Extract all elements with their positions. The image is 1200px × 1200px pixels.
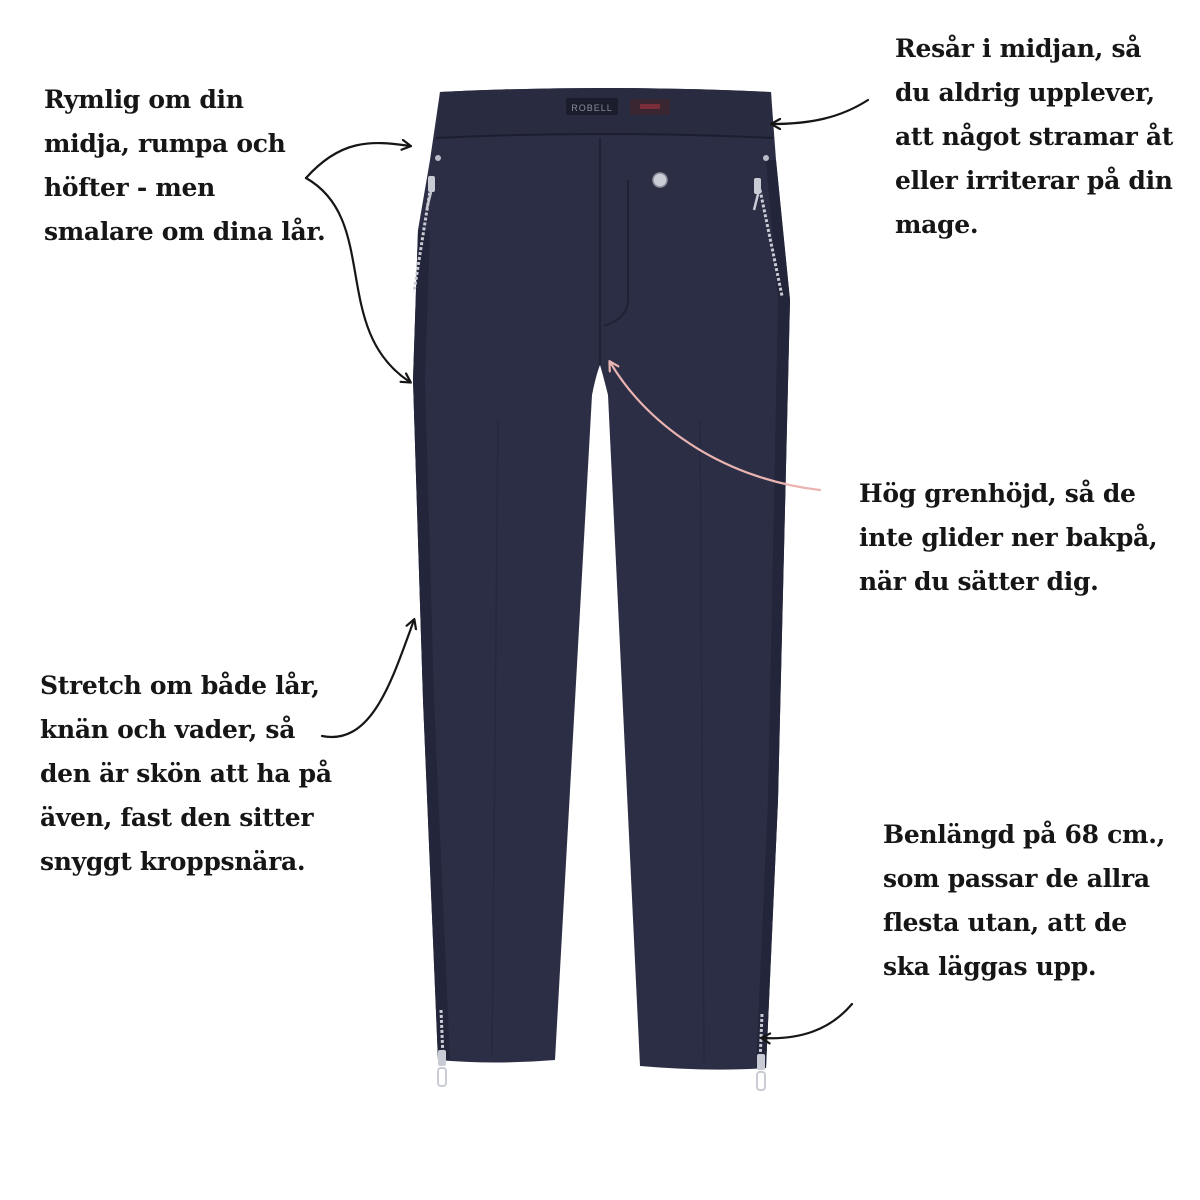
annotation-line: höfter - men — [44, 173, 215, 202]
annotation-line: Stretch om både lår, — [40, 671, 320, 700]
annotation-line: även, fast den sitter — [40, 803, 314, 832]
button-icon — [653, 173, 667, 187]
annotation-stretch — [40, 664, 332, 884]
annotation-line: midja, rumpa och — [44, 129, 286, 158]
annotation-line: eller irriterar på din — [895, 166, 1173, 195]
annotation-line: flesta utan, att de — [883, 908, 1127, 937]
annotation-line: som passar de allra — [883, 864, 1150, 893]
annotation-line: smalare om dina lår. — [44, 217, 326, 246]
annotation-line: den är skön att ha på — [40, 759, 332, 788]
trousers-body — [413, 88, 790, 1070]
annotation-line: mage. — [895, 210, 979, 239]
arrow-leg-length-icon — [762, 1004, 852, 1038]
trousers — [413, 88, 790, 1090]
annotation-line: inte glider ner bakpå, — [859, 523, 1158, 552]
brand-label-text: ROBELL — [571, 103, 613, 113]
annotation-line: Benlängd på 68 cm., — [883, 820, 1166, 849]
size-label-mark — [640, 104, 660, 109]
annotation-line: Resår i midjan, så — [895, 34, 1142, 63]
arrow-elastic-waist-icon — [772, 100, 868, 124]
annotation-elastic-waist — [895, 27, 1173, 247]
annotation-line: Hög grenhöjd, så de — [859, 479, 1136, 508]
annotation-line: du aldrig upplever, — [895, 78, 1155, 107]
annotation-line: när du sätter dig. — [859, 567, 1099, 596]
annotation-line: Rymlig om din — [44, 85, 244, 114]
annotation-waist-fit — [44, 78, 325, 254]
annotation-line: knän och vader, så — [40, 715, 296, 744]
annotation-line: att något stramar åt — [895, 122, 1174, 151]
rivet-right-icon — [763, 155, 769, 161]
annotation-line: snyggt kroppsnära. — [40, 847, 306, 876]
annotation-line: ska läggas upp. — [883, 952, 1097, 981]
annotation-leg-length — [883, 813, 1165, 989]
annotation-rise — [859, 472, 1157, 604]
rivet-left-icon — [435, 155, 441, 161]
arrow-stretch-icon — [322, 620, 414, 737]
